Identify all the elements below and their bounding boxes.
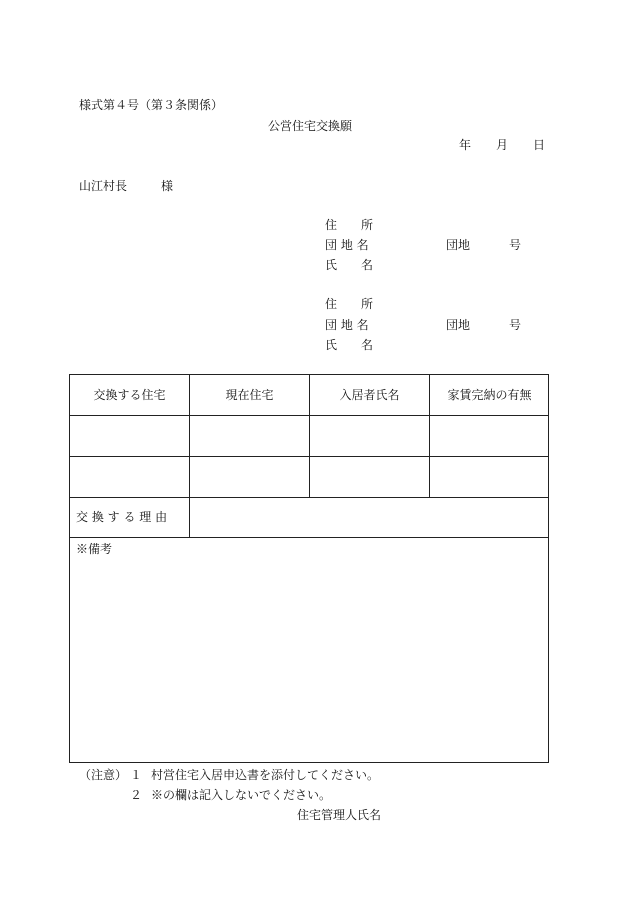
form-title: 公営住宅交換願 <box>268 119 353 133</box>
remarks-field[interactable] <box>70 557 549 762</box>
data-cell[interactable] <box>70 457 189 497</box>
unit-number-suffix: 号 <box>509 318 522 332</box>
header-tenant-name: 入居者氏名 <box>339 388 400 402</box>
date-day-label: 日 <box>533 138 546 152</box>
date-year-label: 年 <box>459 138 472 152</box>
data-cell[interactable] <box>430 416 549 456</box>
note-number: １ <box>130 768 143 782</box>
row-divider <box>70 537 548 538</box>
form-number: 様式第４号（第３条関係） <box>79 98 224 112</box>
data-cell[interactable] <box>310 416 429 456</box>
reason-field[interactable] <box>190 498 549 537</box>
data-cell[interactable] <box>430 457 549 497</box>
header-current-housing: 現在住宅 <box>225 388 274 402</box>
address-label: 住 所 <box>325 297 374 311</box>
note-number: ２ <box>130 788 143 802</box>
header-rent-paid: 家賃完納の有無 <box>447 388 532 402</box>
data-cell[interactable] <box>310 457 429 497</box>
housing-manager-name-label: 住宅管理人氏名 <box>297 808 382 822</box>
complex-suffix: 団地 <box>446 318 471 332</box>
exchange-table <box>69 374 549 763</box>
data-cell[interactable] <box>70 416 189 456</box>
complex-name-label: 団 地 名 <box>325 238 369 252</box>
data-cell[interactable] <box>190 457 309 497</box>
unit-number-suffix: 号 <box>509 238 522 252</box>
name-label: 氏 名 <box>325 338 374 352</box>
data-cell[interactable] <box>190 416 309 456</box>
reason-label: 交 換 す る 理 由 <box>76 510 168 524</box>
date-month-label: 月 <box>496 138 509 152</box>
name-label: 氏 名 <box>325 258 374 272</box>
note-text: ※の欄は記入しないでください。 <box>151 788 332 802</box>
addressee-honorific: 様 <box>161 179 174 193</box>
complex-name-label: 団 地 名 <box>325 318 369 332</box>
addressee-name: 山江村長 <box>79 179 128 193</box>
address-label: 住 所 <box>325 218 374 232</box>
header-exchange-housing: 交換する住宅 <box>93 388 166 402</box>
complex-suffix: 団地 <box>446 238 471 252</box>
remarks-label: ※備考 <box>76 542 113 556</box>
note-text: 村営住宅入居申込書を添付してください。 <box>151 768 380 782</box>
notes-prefix: （注意） <box>79 768 128 782</box>
